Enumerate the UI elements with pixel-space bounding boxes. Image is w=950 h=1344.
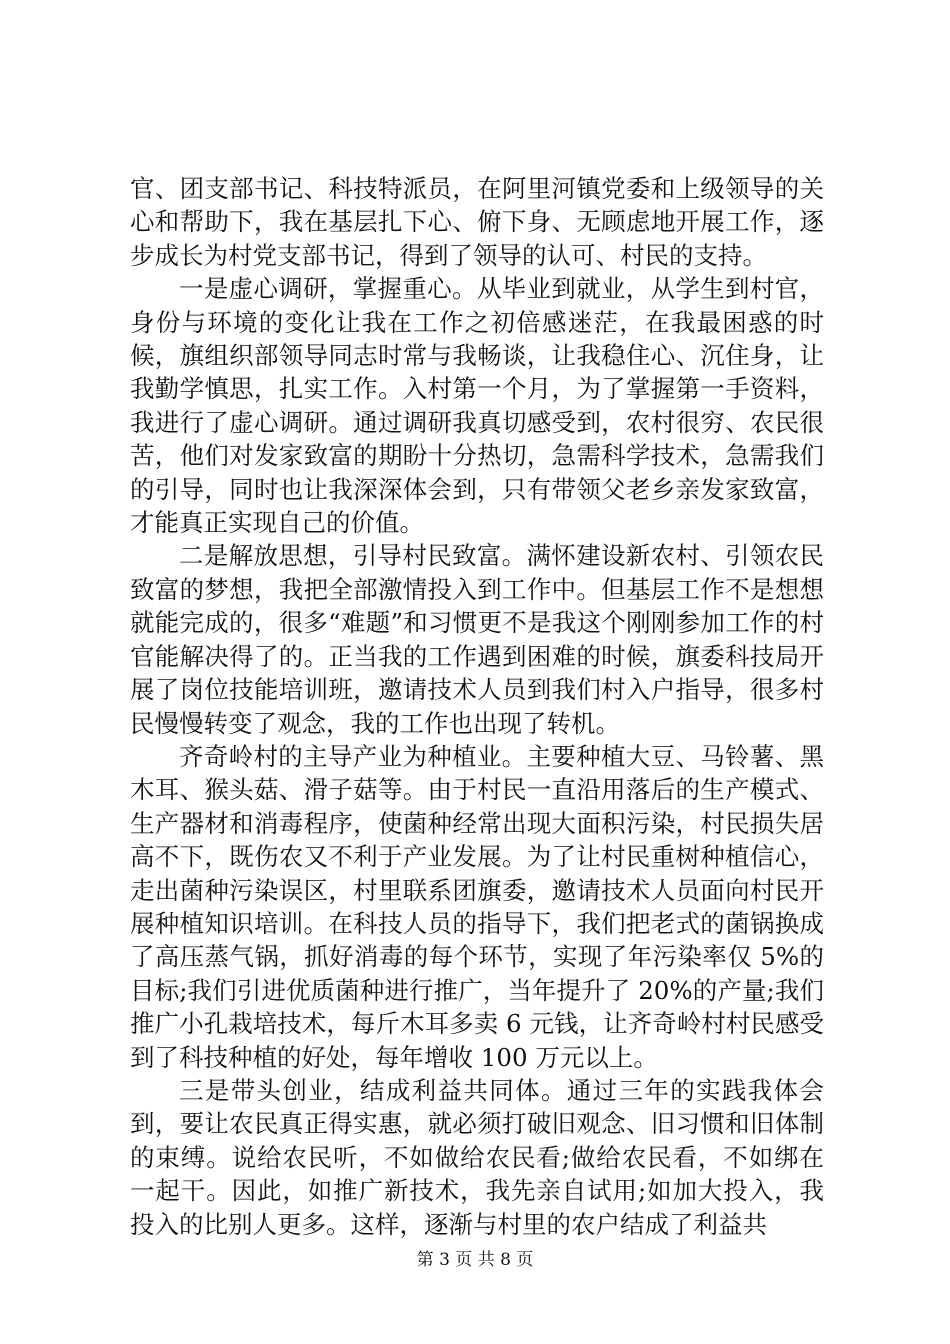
paragraph-2: 一是虚心调研，掌握重心。从毕业到就业，从学生到村官，身份与环境的变化让我在工作之初倍感迷茫，在我最困惑的时候，旗组织部领导同志时常与我畅谈，让我稳住心、沉住身，让我勤学慎思，扎实工作。入村第一个月，为了掌握第一手资料，我进行了虚心调研。通过调研我真切感受到，农村很穷、农民很苦，他们对发家致富的期盼十分热切，急需科学技术，急需我们的引导，同时也让我深深体会到，只有带领父老乡亲发家致富，才能真正实现自己的价值。: [130, 274, 824, 538]
paragraph-5: 三是带头创业，结成利益共同体。通过三年的实践我体会到，要让农民真正得实惠，就必须打破旧观念、旧习惯和旧体制的束缚。说给农民听，不如做给农民看;做给农民看，不如绑在一起干。因此，如推广新技术，我先亲自试用;如加大投入，我投入的比别人更多。这样，逐渐与村里的农户结成了利益共: [130, 1075, 824, 1239]
page-footer: 第 3 页 共 8 页: [416, 1250, 534, 1270]
paragraph-3: 二是解放思想，引导村民致富。满怀建设新农村、引领农民致富的梦想，我把全部激情投入到工作中。但基层工作不是想想就能完成的，很多“难题”和习惯更不是我这个刚刚参加工作的村官能解决得了的。正当我的工作遇到困难的时候，旗委科技局开展了岗位技能培训班，邀请技术人员到我们村入户指导，很多村民慢慢转变了观念，我的工作也出现了转机。: [130, 541, 824, 738]
paragraph-4: 齐奇岭村的主导产业为种植业。主要种植大豆、马铃薯、黑木耳、猴头菇、滑子菇等。由于村民一直沿用落后的生产模式、生产器材和消毒程序，使菌种经常出现大面积污染，村民损失居高不下，既伤农又不利于产业发展。为了让村民重树种植信心，走出菌种污染误区，村里联系团旗委，邀请技术人员面向村民开展种植知识培训。在科技人员的指导下，我们把老式的菌锅换成了高压蒸气锅，抓好消毒的每个环节，实现了年污染率仅 5%的目标;我们引进优质菌种进行推广，当年提升了 20%的产量;我们推广小孔栽培技术，每斤木耳多卖 6 元钱，让齐奇岭村村民感受到了科技种植的好处，每年增收 100 万元以上。: [130, 741, 824, 1072]
paragraph-1: 官、团支部书记、科技特派员，在阿里河镇党委和上级领导的关心和帮助下，我在基层扎下心、俯下身、无顾虑地开展工作，逐步成长为村党支部书记，得到了领导的认可、村民的支持。: [130, 174, 824, 270]
document-body: [130, 172, 824, 1241]
